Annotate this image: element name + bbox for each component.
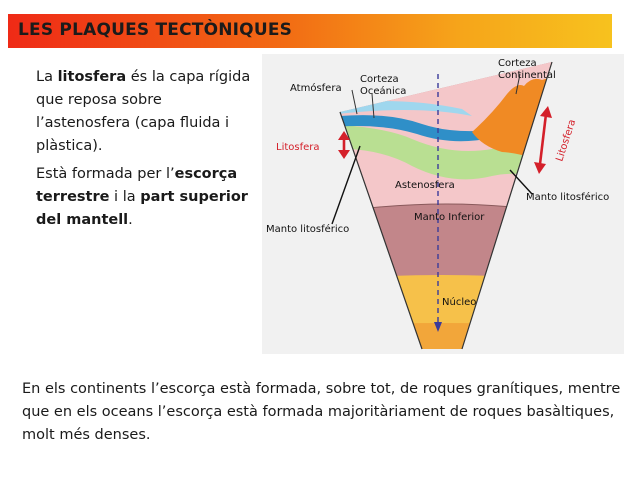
bottom-paragraph <box>22 378 634 447</box>
paragraph-litosfera <box>36 66 258 158</box>
text-run: Està formada per l’ <box>36 166 175 182</box>
earth-layers-diagram <box>262 54 624 354</box>
title-bar <box>8 14 612 48</box>
label-corteza-oceanica-2: Oceánica <box>360 86 407 97</box>
bold-term-escorca: escorça terrestre <box>36 166 238 205</box>
page-title: LES PLAQUES TECTÒNIQUES <box>18 20 293 40</box>
pointer-manto-litosferico-left <box>332 146 360 224</box>
label-manto-inferior: Manto Inferior <box>414 212 485 223</box>
bold-term-litosfera: litosfera <box>57 69 127 85</box>
earth-section-svg <box>262 54 624 354</box>
inner-core-layer <box>262 323 624 354</box>
label-litosfera-right: Litosfera <box>554 118 579 163</box>
left-text-block <box>36 66 258 237</box>
label-astenosfera: Astenosfera <box>395 180 455 191</box>
litosfera-right-arrow <box>534 106 552 174</box>
text-run: i la <box>109 189 141 205</box>
label-manto-litosferico-right: Manto litosférico <box>526 192 610 203</box>
label-corteza-continental-1: Corteza <box>498 58 537 69</box>
text-run: La <box>36 69 58 85</box>
label-atmosfera: Atmósfera <box>290 83 342 94</box>
label-nucleo: Núcleo <box>442 297 477 308</box>
text-run: . <box>128 212 133 228</box>
bold-term-mantell: part superior del mantell <box>36 189 248 228</box>
paragraph-composicio <box>36 163 258 232</box>
label-corteza-oceanica-1: Corteza <box>360 74 399 85</box>
label-manto-litosferico-left: Manto litosférico <box>266 224 350 235</box>
bottom-text: En els continents l’escorça està formada, sobre tot, de roques granítiques, mentre que en els oceans l’escorça està formada majoritàriament de roques basàltiques, molt més denses. <box>22 381 621 443</box>
text-run: és la capa rígida que reposa sobre l’astenosfera (capa fluida i plàstica). <box>36 69 251 154</box>
label-litosfera-left: Litosfera <box>276 142 320 153</box>
label-corteza-continental-2: Continental <box>498 70 556 81</box>
